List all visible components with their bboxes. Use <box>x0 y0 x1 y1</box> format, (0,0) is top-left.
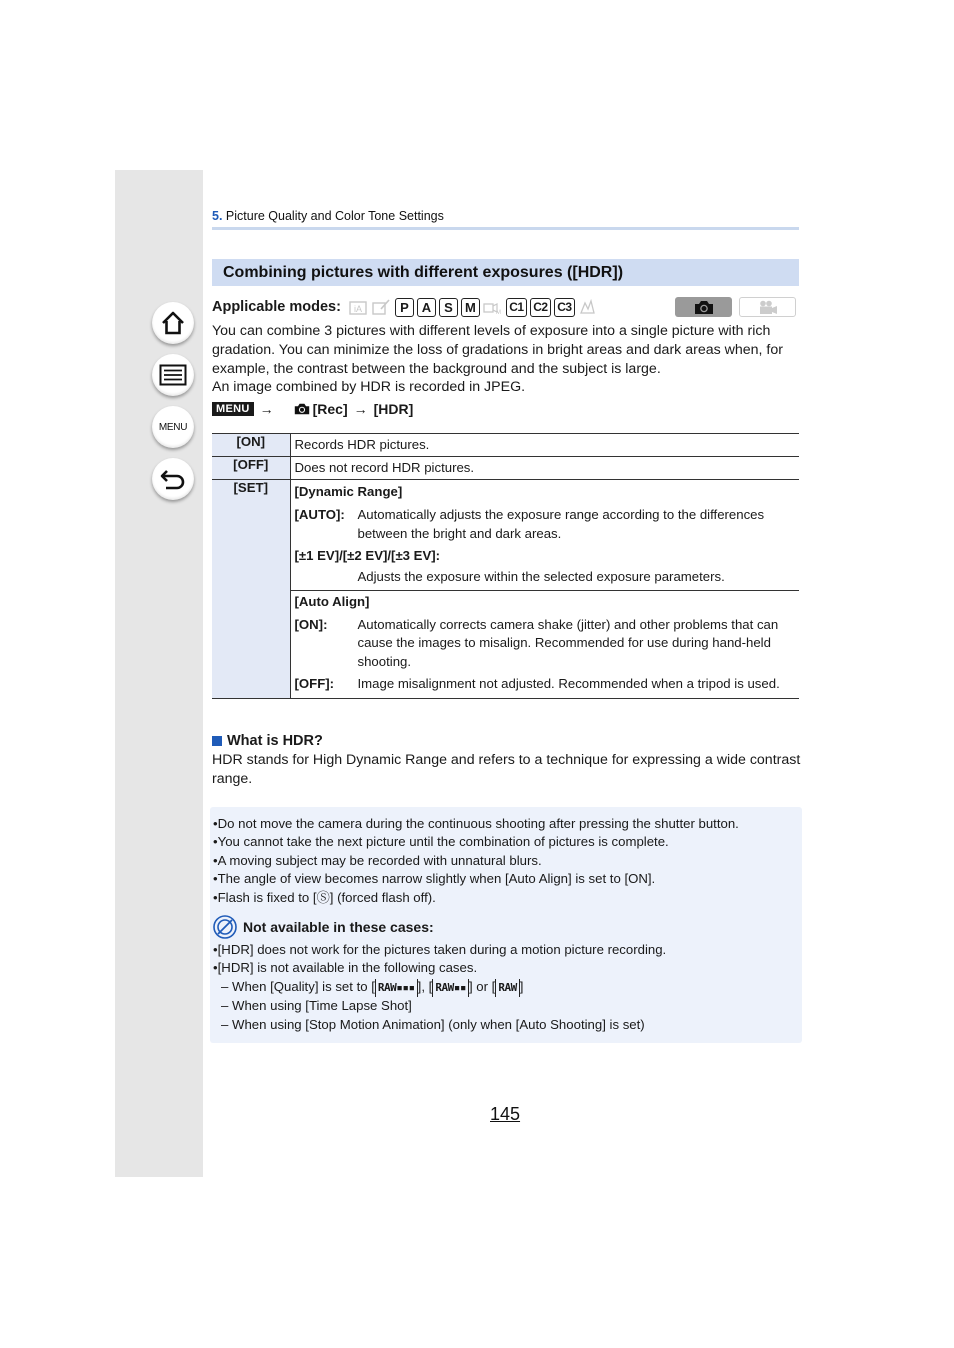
square-bullet-icon <box>212 736 222 746</box>
sidebar <box>115 170 203 1177</box>
mode-m-icon: M <box>461 298 480 317</box>
notes-box <box>210 807 802 1043</box>
table-row <box>212 480 799 699</box>
option-set-value <box>290 480 799 699</box>
note-item: •Do not move the camera during the continuous shooting after pressing the shutter button. <box>213 816 739 831</box>
raw-fine-icon: RAW▪▪▪ <box>375 979 418 997</box>
what-is-hdr-title: What is HDR? <box>227 733 323 749</box>
not-available-icon <box>213 915 237 939</box>
aa-on-value: Automatically corrects camera shake (jitter) and other problems that can cause the images to misalign. Recommended for use during hand-held shooting. <box>357 616 779 669</box>
home-icon <box>160 310 186 336</box>
mode-c1-icon: C1 <box>506 298 527 317</box>
dr-auto-key: [AUTO]: <box>294 507 345 522</box>
not-available-title: Not available in these cases: <box>243 918 434 935</box>
menu-path <box>212 401 413 417</box>
scene-guide-mode-icon <box>578 298 597 317</box>
what-is-hdr-text: HDR stands for High Dynamic Range and refers to a technique for expressing a wide contrast range. <box>212 752 801 787</box>
dr-ev-key: [±1 EV]/[±2 EV]/[±3 EV]: <box>294 548 441 563</box>
option-set-key: [SET] <box>212 480 290 699</box>
na-quality-item: – When [Quality] is set to [ RAW▪▪▪ ], [ RAW▪▪ ] or [ RAW ] <box>213 978 799 997</box>
na-dash-item: – When using [Time Lapse Shot] <box>221 998 412 1014</box>
table-row <box>212 457 799 480</box>
settings-table <box>212 433 799 699</box>
auto-align-off <box>295 673 796 696</box>
svg-text:iA: iA <box>354 304 363 314</box>
table-row <box>212 434 799 457</box>
dynamic-range-auto <box>295 504 796 545</box>
mode-a-icon: A <box>417 298 436 317</box>
header-rule <box>212 227 799 230</box>
not-available-heading <box>213 915 799 939</box>
page-number: 145 <box>490 1104 521 1124</box>
breadcrumb <box>212 209 444 223</box>
aa-on-key: [ON]: <box>294 616 328 632</box>
hdr-menu-label: [HDR] <box>373 401 414 417</box>
motion-picture-tab <box>739 297 796 317</box>
mode-c2-icon: C2 <box>530 298 551 317</box>
aa-off-key: [OFF]: <box>294 676 335 691</box>
na-dash-item: – When using [Stop Motion Animation] (only when [Auto Shooting] is set) <box>221 1016 645 1032</box>
auto-align-on <box>295 614 796 674</box>
intelligent-auto-mode-icon <box>349 298 368 317</box>
menu-label: MENU <box>158 421 188 433</box>
rec-menu-label: [Rec] <box>312 401 348 417</box>
mode-c3-icon: C3 <box>554 298 575 317</box>
back-arrow-icon <box>159 467 187 491</box>
rec-camera-icon <box>294 403 310 415</box>
aa-off-value: Image misalignment not adjusted. Recommended when a tripod is used. <box>357 676 780 691</box>
applicable-modes <box>212 296 601 318</box>
svg-text:M: M <box>496 310 502 315</box>
auto-align-heading: [Auto Align] <box>294 593 370 609</box>
na-item: •[HDR] does not work for the pictures taken during a motion picture recording. <box>213 942 667 958</box>
option-on-value: Records HDR pictures. <box>290 434 799 457</box>
note-item: •Flash is fixed to [Ⓢ] (forced flash off). <box>213 889 436 905</box>
note-item: •You cannot take the next picture until the combination of pictures is complete. <box>213 834 669 850</box>
intro-paragraph: You can combine 3 pictures with different levels of exposure into a single picture with rich gradation. You can minimize the loss of gradations in bright areas and dark areas when, for example, the contrast between the background and the subject is large. <box>212 323 783 377</box>
mode-p-icon: P <box>395 298 414 317</box>
raw-standard-icon: RAW▪▪ <box>432 979 469 997</box>
dynamic-range-heading: [Dynamic Range] <box>294 484 403 499</box>
dynamic-range-block <box>295 481 796 590</box>
note-item: •The angle of view becomes narrow slightly when [Auto Align] is set to [ON]. <box>213 871 656 887</box>
modes-label: Applicable modes: <box>212 299 341 315</box>
jpeg-note: An image combined by HDR is recorded in JPEG. <box>212 379 526 395</box>
creative-video-mode-icon <box>483 298 502 317</box>
still-photo-tab <box>675 297 732 317</box>
auto-align-block <box>291 590 800 696</box>
chapter-title: Picture Quality and Color Tone Settings <box>222 209 444 223</box>
menu-button[interactable] <box>152 406 194 448</box>
raw-icon: RAW <box>495 979 519 997</box>
back-button[interactable] <box>152 458 194 500</box>
path-arrow-2: → <box>353 401 368 417</box>
chapter-number: 5. <box>212 209 223 223</box>
menu-key-icon: MENU <box>212 402 254 416</box>
option-on-key: [ON] <box>212 434 290 457</box>
movie-camera-icon <box>758 300 778 315</box>
contents-button[interactable] <box>152 354 194 396</box>
dr-ev-value: Adjusts the exposure within the selected exposure parameters. <box>357 569 725 584</box>
option-off-key: [OFF] <box>212 457 290 480</box>
mode-s-icon: S <box>439 298 458 317</box>
what-is-hdr-heading <box>212 733 323 749</box>
na-item: •[HDR] is not available in the following cases. <box>213 960 478 976</box>
home-button[interactable] <box>152 302 194 344</box>
section-title: Combining pictures with different exposures ([HDR]) <box>212 259 799 286</box>
creative-mode-icon <box>372 298 391 317</box>
camera-icon <box>694 300 714 315</box>
list-icon <box>159 364 187 386</box>
note-item: •A moving subject may be recorded with unnatural blurs. <box>213 852 542 868</box>
dr-auto-value: Automatically adjusts the exposure range according to the differences between the bright and dark areas. <box>357 507 765 541</box>
dynamic-range-ev <box>295 566 796 590</box>
path-arrow: → <box>259 401 274 417</box>
option-off-value: Does not record HDR pictures. <box>290 457 799 480</box>
